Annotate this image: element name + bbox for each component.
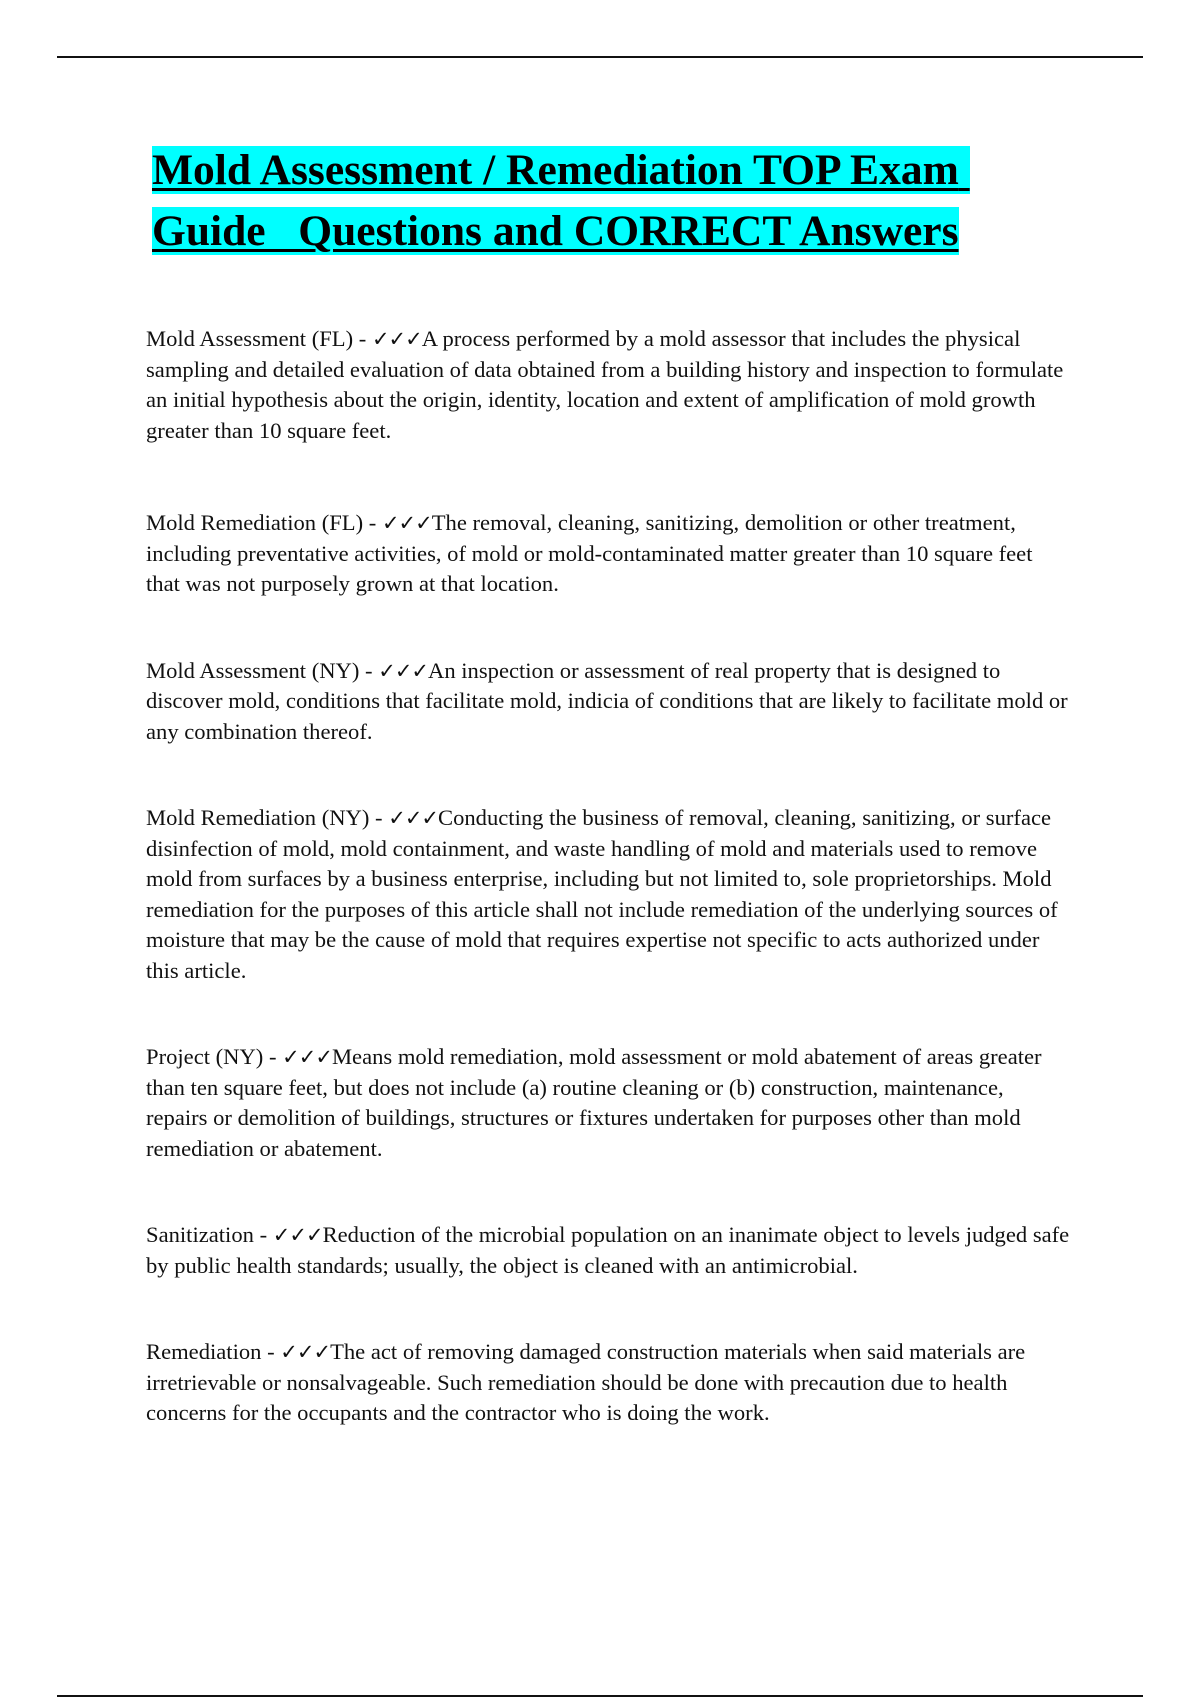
document-body	[146, 140, 1070, 1429]
entry-term: Sanitization	[146, 1222, 254, 1247]
entry-term: Project (NY)	[146, 1044, 264, 1069]
entry-definition: The act of removing damaged construction materials when said materials are irretrievable or nonsalvageable. Such remediation should be done with precaution due to health concerns for the occupants and the contractor who is doing the work.	[146, 1339, 1026, 1425]
entry-separator: -	[253, 1222, 273, 1247]
qa-entry	[146, 324, 1070, 446]
entry-definition: The removal, cleaning, sanitizing, demolition or other treatment, including preventative activities, of mold or mold-contaminated matter greater than 10 square feet that was not purposely grown at that location.	[146, 510, 1033, 596]
top-divider	[57, 56, 1143, 58]
checkmarks-icon: ✓✓✓	[280, 1340, 331, 1364]
qa-entry	[146, 1337, 1070, 1429]
entry-separator: -	[359, 657, 379, 683]
checkmarks-icon: ✓✓✓	[378, 658, 429, 683]
entry-definition: Reduction of the microbial population on an inanimate object to levels judged safe by public health standards; usually, the object is cleaned with an antimicrobial.	[146, 1222, 1070, 1278]
qa-entry	[146, 656, 1070, 748]
entry-term: Mold Remediation (NY)	[146, 805, 370, 830]
entry-separator: -	[369, 805, 389, 830]
entry-definition: Conducting the business of removal, cleaning, sanitizing, or surface disinfection of mold, mold containment, and waste handling of mold and materials used to remove mold from surfaces by a business enterprise, including but not limited to, sole proprietorships. Mold remediation for the purposes of this article shall not include remediation of the underlying sources of moisture that may be the cause of mold that requires expertise not specific to acts authorized under this article.	[146, 805, 1058, 983]
qa-entry	[146, 1042, 1070, 1164]
entry-separator: -	[261, 1339, 281, 1364]
entry-term: Remediation	[146, 1339, 262, 1364]
checkmarks-icon: ✓✓✓	[272, 1223, 323, 1247]
entry-definition: Means mold remediation, mold assessment or mold abatement of areas greater than ten square feet, but does not include (a) routine cleaning or (b) construction, maintenance, repairs or demolition of buildings, structures or fixtures undertaken for purposes other than mold remediation or abatement.	[146, 1044, 1042, 1161]
qa-entry	[146, 1220, 1070, 1281]
entry-term: Mold Assessment (FL)	[146, 326, 354, 351]
bottom-divider	[57, 1695, 1143, 1697]
entry-term: Mold Assessment (NY)	[146, 657, 360, 683]
qa-entry	[146, 803, 1070, 986]
entry-term: Mold Remediation (FL)	[146, 510, 364, 535]
checkmarks-icon: ✓✓✓	[388, 806, 439, 830]
checkmarks-icon: ✓✓✓	[371, 327, 422, 351]
qa-entry	[146, 508, 1070, 600]
title-block	[152, 140, 1070, 262]
entry-definition: A process performed by a mold assessor that includes the physical sampling and detailed evaluation of data obtained from a building history and inspection to formulate an initial hypothesis about the origin, identity, location and extent of amplification of mold growth greater than 10 square feet.	[146, 326, 1064, 443]
entry-separator: -	[363, 510, 382, 535]
entry-definition: An inspection or assessment of real property that is designed to discover mold, conditions that facilitate mold, indicia of conditions that are likely to facilitate mold or any combination thereof.	[146, 657, 1068, 744]
document-title: Mold Assessment / Remediation TOP Exam Guide Questions and CORRECT Answers	[152, 146, 970, 255]
entry-separator: -	[263, 1044, 283, 1069]
entry-separator: -	[353, 326, 372, 351]
checkmarks-icon: ✓✓✓	[282, 1045, 332, 1069]
checkmarks-icon: ✓✓✓	[381, 511, 432, 535]
